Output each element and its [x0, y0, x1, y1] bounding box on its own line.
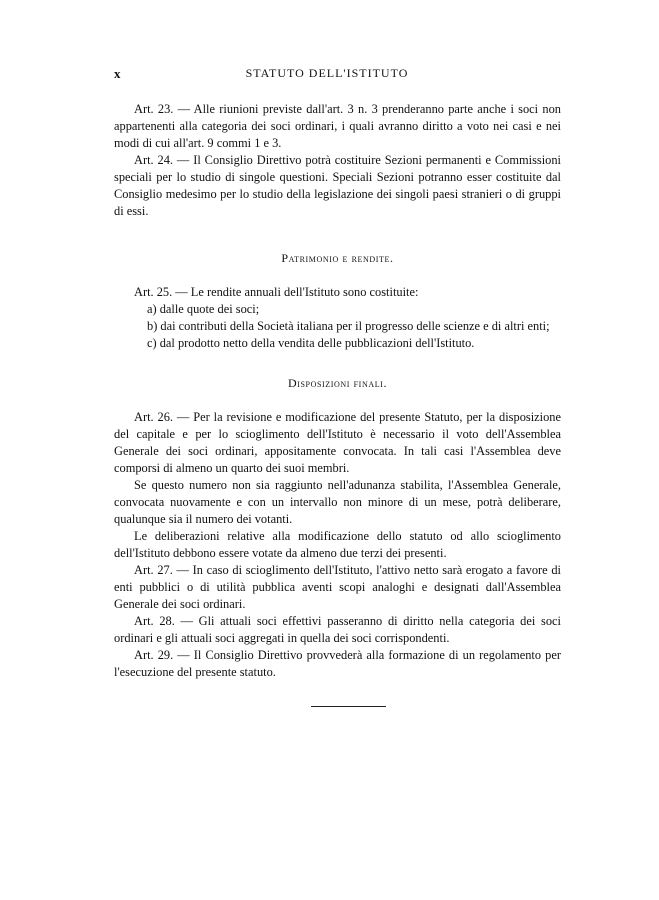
article-24: Art. 24. — Il Consiglio Direttivo potrà costituire Sezioni permanenti e Commissioni speciali per lo studio di singole questioni. Speciali Sezioni potranno esser costituite dal Consiglio medesimo per lo studio della legislazione dei singoli paesi stranieri o di gruppi di essi.: [114, 153, 561, 218]
section-heading-disposizioni: Disposizioni finali.: [287, 376, 388, 390]
article-25-intro: Art. 25. — Le rendite annuali dell'Istituto sono costituite:: [134, 285, 419, 299]
article-25-item-c: c) dal prodotto netto della vendita delle pubblicazioni dell'Istituto.: [147, 336, 475, 350]
article-27: Art. 27. — In caso di scioglimento dell'Istituto, l'attivo netto sarà erogato a favore di enti pubblici o di utilità pubblica aventi scopi analoghi e designati dall'Assemblea Generale dei soci ordinari.: [114, 563, 561, 611]
article-25-item-b: b) dai contributi della Società italiana per il progresso delle scienze e di altri enti;: [147, 319, 550, 333]
article-26-para-1: Art. 26. — Per la revisione e modificazione del presente Statuto, per la disposizione del capitale e per lo scioglimento dell'Istituto è necessario il voto dell'Assemblea Generale dei soci ordinari, appositamente convocata. In tali casi l'Assemblea deve comporsi di almeno un quarto dei suoi membri.: [114, 410, 561, 475]
end-rule-divider: [311, 706, 386, 707]
article-25-item-a: a) dalle quote dei soci;: [147, 302, 260, 316]
article-26-para-3: Le deliberazioni relative alla modificazione dello statuto od allo scioglimento dell'Istituto debbono essere votate da almeno due terzi dei presenti.: [114, 529, 561, 560]
page-number: x: [114, 66, 121, 81]
article-26-para-2: Se questo numero non sia raggiunto nell'adunanza stabilita, l'Assemblea Generale, convocata nuovamente e con un intervallo non minore di un mese, potrà deliberare, qualunque sia il numero dei votanti.: [114, 478, 561, 526]
body-text: [114, 101, 561, 681]
article-23: Art. 23. — Alle riunioni previste dall'art. 3 n. 3 prenderanno parte anche i soci non appartenenti alla categoria dei soci ordinari, i quali avranno diritto a voto nei casi e nei modi di cui all'art. 9 commi 1 e 3.: [114, 102, 561, 150]
article-28: Art. 28. — Gli attuali soci effettivi passeranno di diritto nella categoria dei soci ordinari e gli attuali soci aggregati in quella dei soci corrispondenti.: [114, 614, 561, 645]
article-29: Art. 29. — Il Consiglio Direttivo provvederà alla formazione di un regolamento per l'esecuzione del presente statuto.: [114, 648, 561, 679]
section-heading-patrimonio: Patrimonio e rendite.: [281, 251, 394, 265]
page-header: [114, 66, 540, 86]
running-title: STATUTO DELL'ISTITUTO: [245, 66, 409, 80]
